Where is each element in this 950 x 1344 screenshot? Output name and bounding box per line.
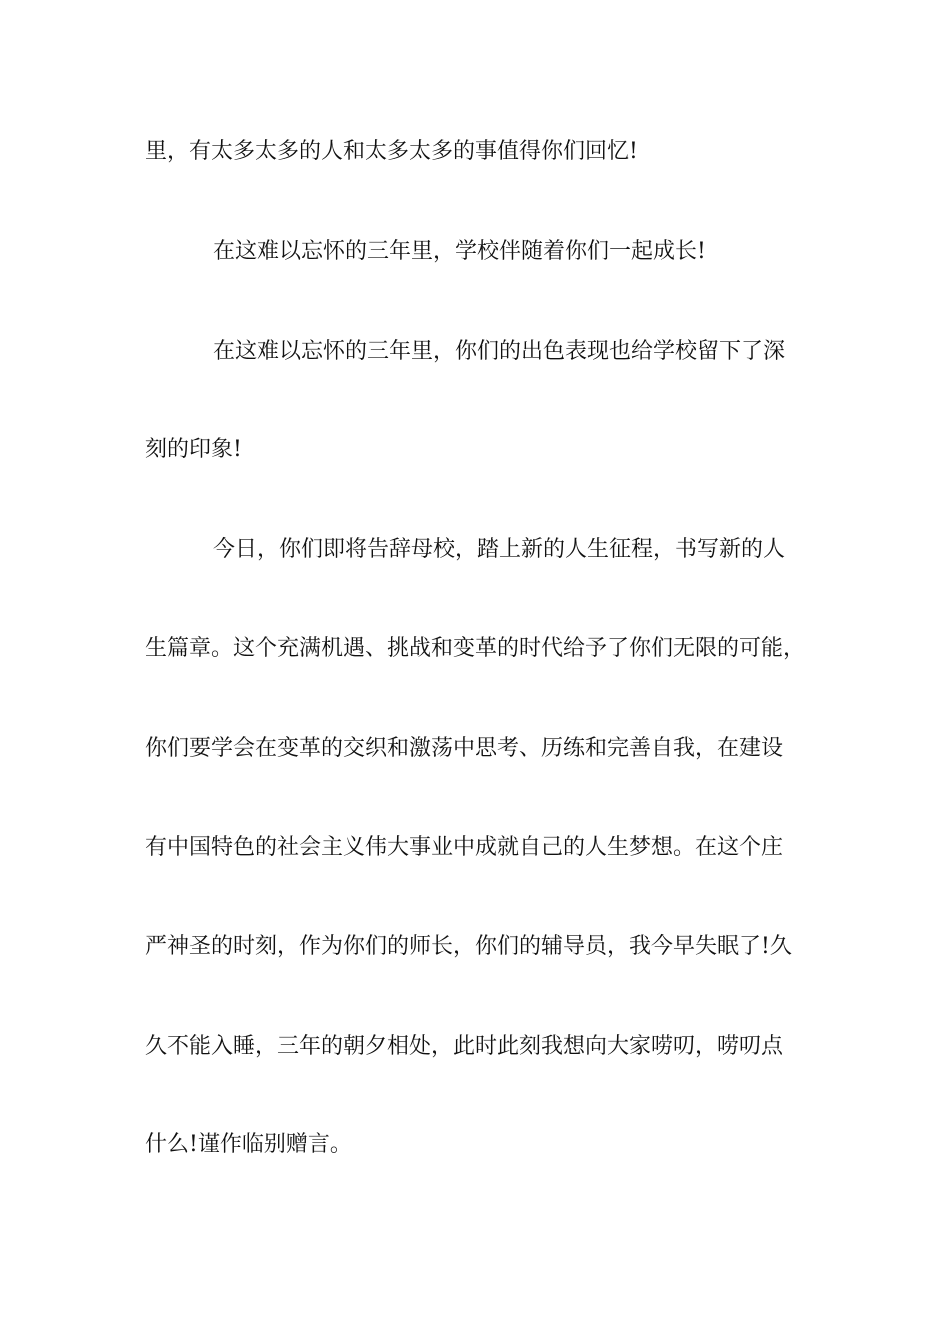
text-line-5: 今日，你们即将告辞母校，踏上新的人生征程，书写新的人 bbox=[213, 537, 786, 562]
text-line-8: 有中国特色的社会主义伟大事业中成就自己的人生梦想。在这个庄 bbox=[145, 835, 784, 860]
text-line-11: 什么!谨作临别赠言。 bbox=[145, 1132, 352, 1157]
text-line-4: 刻的印象! bbox=[145, 437, 242, 462]
text-line-10: 久不能入睡，三年的朝夕相处，此时此刻我想向大家唠叨，唠叨点 bbox=[145, 1034, 784, 1059]
text-line-3: 在这难以忘怀的三年里，你们的出色表现也给学校留下了深 bbox=[213, 339, 786, 364]
text-line-7: 你们要学会在变革的交织和激荡中思考、历练和完善自我，在建设 bbox=[145, 736, 784, 761]
text-line-2: 在这难以忘怀的三年里，学校伴随着你们一起成长! bbox=[213, 239, 706, 264]
text-line-1: 里，有太多太多的人和太多太多的事值得你们回忆! bbox=[145, 139, 638, 164]
text-line-6: 生篇章。这个充满机遇、挑战和变革的时代给予了你们无限的可能， bbox=[145, 636, 806, 661]
text-line-9: 严神圣的时刻，作为你们的师长，你们的辅导员，我今早失眠了!久 bbox=[145, 934, 792, 959]
